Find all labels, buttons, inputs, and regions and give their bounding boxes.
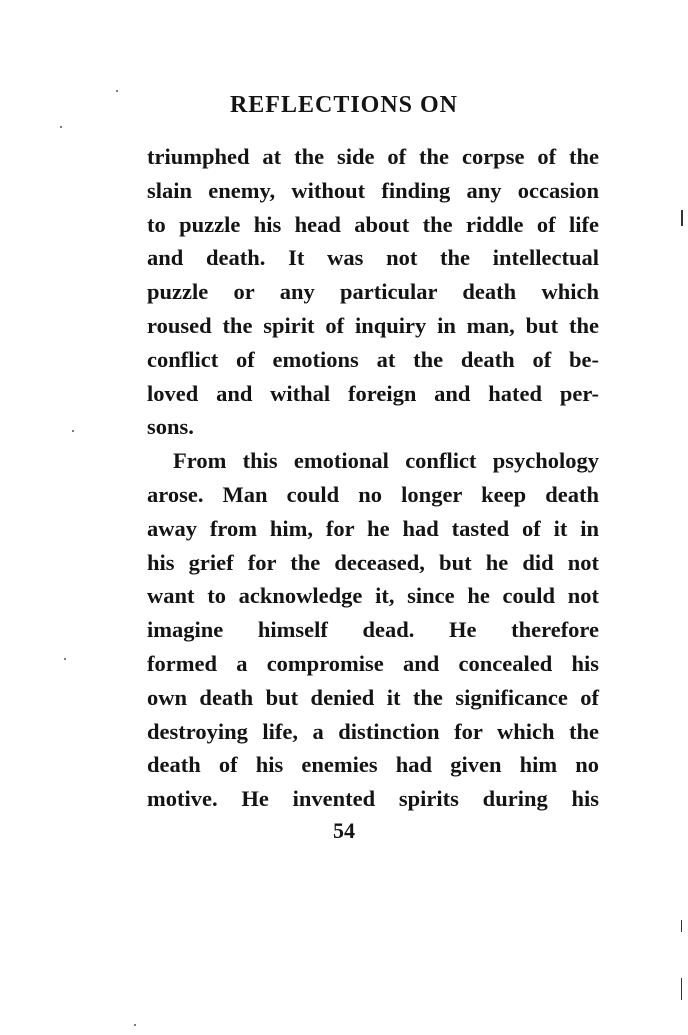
text-line: slain enemy, without finding any occasion [147,177,599,203]
text-line: loved and withal foreign and hated per- [147,380,599,406]
scan-edge-mark [681,978,682,1000]
scan-edge-mark [681,920,682,932]
text-line: arose. Man could no longer keep death [147,481,599,507]
scan-speck [134,1024,136,1026]
text-line: to puzzle his head about the riddle of life [147,211,599,237]
scan-speck [72,430,74,432]
text-line: roused the spirit of inquiry in man, but the [147,312,599,338]
text-line: away from him, for he had tasted of it in [147,515,599,541]
text-line: own death but denied it the significance of [147,684,599,710]
body-text [147,140,599,816]
text-line: imagine himself dead. He therefore [147,617,599,643]
scan-speck [64,658,66,660]
text-line: formed a compromise and concealed his [147,650,599,676]
text-line: puzzle or any particular death which [147,279,599,305]
text-line: want to acknowledge it, since he could not [147,583,599,609]
scan-speck [116,90,118,92]
text-line: his grief for the deceased, but he did not [147,549,599,575]
text-line: triumphed at the side of the corpse of the [147,144,599,169]
scan-speck [60,126,62,128]
text-line: conflict of emotions at the death of be- [147,346,599,372]
text-line: and death. It was not the intellectual [147,245,599,271]
scan-edge-mark [681,210,683,226]
text-line: death of his enemies had given him no [147,752,599,778]
text-line: destroying life, a distinction for which the [147,718,599,744]
text-line: From this emotional conflict psychology [173,448,599,474]
text-line: motive. He invented spirits during his [147,786,599,812]
text-line: sons. [147,414,194,440]
page-number: 54 [333,818,355,843]
running-head: REFLECTIONS ON [229,92,459,118]
